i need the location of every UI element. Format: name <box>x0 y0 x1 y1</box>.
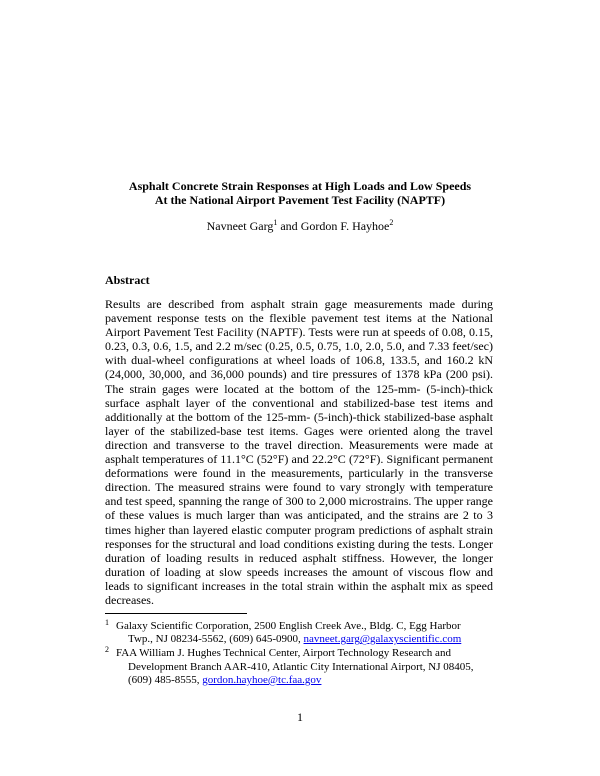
author-2-name: Gordon F. Hayhoe <box>300 219 390 233</box>
footnote-1-mark: 1 <box>105 618 109 627</box>
title-line-1: Asphalt Concrete Strain Responses at High Loads and Low Speeds <box>128 179 472 193</box>
author-2-footnote-mark: 2 <box>389 218 394 227</box>
footnote-1-line-2 <box>116 633 500 646</box>
author-2-email-link[interactable]: gordon.hayhoe@tc.faa.gov <box>202 673 322 686</box>
title-line-2: At the National Airport Pavement Test Facility (NAPTF) <box>154 193 446 207</box>
footnote-2-line-2: Development Branch AAR-410, Atlantic City International Airport, NJ 08405, <box>128 660 474 673</box>
footnote-1 <box>105 620 500 646</box>
abstract-heading: Abstract <box>105 273 150 287</box>
footnote-2-mark: 2 <box>105 645 109 655</box>
author-joiner: and <box>277 219 301 233</box>
footnote-2-contact: (609) 485-8555, <box>128 673 203 686</box>
page-number: 1 <box>297 710 303 724</box>
footnote-1-line-1: Galaxy Scientific Corporation, 2500 English Creek Ave., Bldg. C, Egg Harbor <box>116 620 461 632</box>
abstract-text: Results are described from asphalt strain gage measurements made during pavement response tests on the flexible pavement test items at the National Airport Pavement Test Facility (NAPTF). Tests were run at speeds of 0.08, 0.15, 0.23, 0.3, 0.6, 1.5, and 2.2 m/sec (0.25, 0.5, 0.75, 1.0, 2.0, 5.0, and 7.33 feet/sec) with dual-wheel configurations at wheel loads of 106.8, 133.5, and 160.2 kN (24,000, 30,000, and 36,000 pounds) and tire pressures of 1378 kPa (200 psi). The strain gages were located at the bottom of the 125-mm- (5-inch)-thick surface asphalt layer of the conventional and stabilized-base test items and additionally at the bottom of the 125-mm- (5-inch)-thick stabilized-base asphalt layer of the stabilized-base test items. Gages were oriented along the travel direction and transverse to the travel direction. Measurements were made at asphalt temperatures of 11.1°C (52°F) and 22.2°C (72°F). Significant permanent deformations were found in the measurements, particularly in the transverse direction. The measured strains were found to vary strongly with temperature and test speed, spanning the range of 300 to 2,000 microstrains. The upper range of these values is much larger than was anticipated, and the strains are 2 to 3 times higher than layered elastic computer program predictions of asphalt strain responses for the structural and load conditions existing during the tests. Longer duration of loading results in reduced asphalt stiffness. However, the longer duration of loading at slow speeds increases the amount of viscous flow and leads to significant increases in the total strain within the asphalt mix as speed decreases. <box>105 297 493 607</box>
author-1-email-link[interactable]: navneet.garg@galaxyscientific.com <box>303 633 462 646</box>
footnotes <box>105 620 500 687</box>
author-line <box>0 219 600 233</box>
footnote-divider <box>105 613 247 614</box>
paper-title <box>0 179 600 207</box>
footnote-2 <box>105 647 500 687</box>
footnote-1-contact: Twp., NJ 08234-5562, (609) 645-0900, <box>128 633 304 646</box>
author-1-name: Navneet Garg <box>206 219 274 233</box>
footnote-2-line-1: FAA William J. Hughes Technical Center, Airport Technology Research and <box>116 647 451 660</box>
author-1-footnote-mark: 1 <box>273 218 278 227</box>
footnote-2-line-3 <box>116 674 500 687</box>
